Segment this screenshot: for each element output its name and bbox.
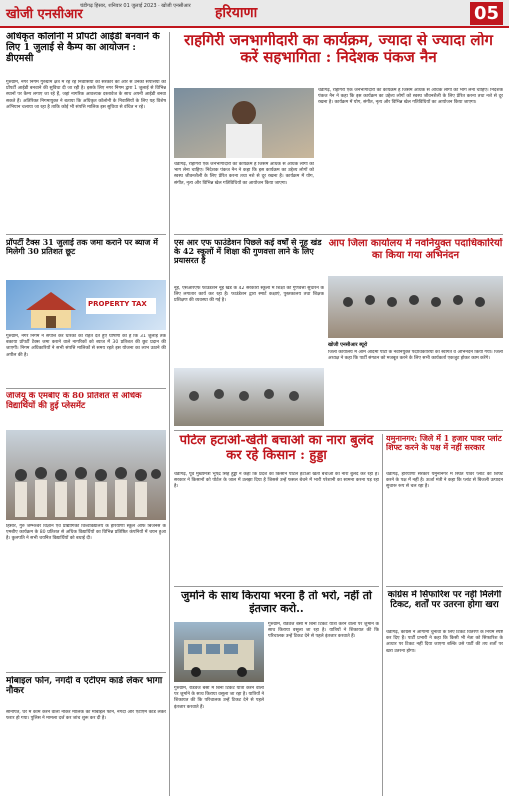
article-body: गुरुग्राम, रोडवेज बसों में बिना टिकट यात्रा करने वालों पर जुर्माने के साथ किराया वसूला जा रहा है। यात्रियों ने शिकायत की कि परिचालक उन्हें टिकट देने से पहले इंतजार करवाते हैं। xyxy=(268,622,379,640)
story-fare-fine xyxy=(174,590,379,796)
story-congress-ticket xyxy=(386,590,503,796)
story-portal-hatao xyxy=(174,434,379,584)
article-body-cont: गुरुग्राम, रोडवेज बसों में बिना टिकट यात्रा करने वालों पर जुर्माने के साथ किराया वसूला जा रहा है। यात्रियों ने शिकायत की कि परिचालक उन्हें टिकट देने से पहले इंतजार करवाते हैं। xyxy=(174,686,264,710)
property-tax-photo xyxy=(6,280,166,330)
story-property-id xyxy=(6,32,166,232)
property-tax-sign: PROPERTY TAX xyxy=(88,300,147,308)
story-srf-foundation xyxy=(174,238,324,428)
story-power-plant xyxy=(386,434,503,584)
headline: एस आर एफ फाउंडेशन पिछले कई वर्षों से नूह खंड के 42 स्कूलों में शिक्षा की गुणवत्ता लाने के लिए प्रयासरत है xyxy=(174,238,322,266)
rahgiri-photo xyxy=(174,88,314,158)
lead-headline: राहगिरी जनभागीदारी का कार्यक्रम, ज्यादा से ज्यादा लोग करें सहभागिता : निदेशक पंकज नैन xyxy=(184,32,493,67)
headline: मोबाइल फोन, नगदी व एटीएम कार्ड लेकर भागा नौकर xyxy=(6,676,163,697)
placement-group-photo xyxy=(6,430,166,520)
story-servant-theft xyxy=(6,676,166,796)
headline: जुर्माने के साथ किराया भरना है तो भरो, नहीं तो इंतजार करो.. xyxy=(181,590,372,615)
byline: खोजी एनसीआर ब्यूरो xyxy=(328,342,368,348)
masthead-meta: चंडीगढ़ हिसार, शनिवार 01 जुलाई 2023 · खोजी एनसीआर xyxy=(80,3,191,9)
headline: जीजेयू के एमबीए के 80 प्रतिशत से अधिक विद्यार्थियों की हुई प्लेसमेंट xyxy=(6,392,142,411)
headline: कांग्रेस में सिफारिश पर नहीं मिलेगी टिकट, शर्तों पर उतरना होगा खरा xyxy=(387,590,502,611)
story-aap-office xyxy=(328,238,503,428)
headline: अधिकृत कॉलोनी में प्रॉपर्टी आईडी बनवाने के लिए 1 जुलाई से कैम्प का आयोजन : डीएमसी xyxy=(6,32,160,64)
story-property-tax xyxy=(6,238,166,386)
article-body: हिसार, गुरु जम्भेश्वर विज्ञान एवं प्रौद्योगिकी विश्वविद्यालय के हरियाणा स्कूल ऑफ बिजनेस के एमबीए कार्यक्रम के 80 प्रतिशत से अधिक विद्यार्थियों का विभिन्न प्रतिष्ठित कंपनियों में चयन हुआ है। कुलपति ने सभी चयनित विद्यार्थियों को बधाई दी। xyxy=(6,524,166,542)
headline: आप जिला कार्यालय में नवनियुक्त पदाधिकारियों का किया गया अभिनंदन xyxy=(328,238,503,261)
paper-name: खोजी एनसीआर xyxy=(6,7,83,22)
headline: प्रॉपर्टी टैक्स 31 जुलाई तक जमा कराने पर ब्याज में मिलेगी 30 प्रतिशत छूट xyxy=(6,238,158,257)
story-gju-placement xyxy=(6,392,166,670)
article-body: जिला कार्यालय में आम आदमी पार्टी के नवनियुक्त पदाधिकारियों का स्वागत व अभिनंदन किया गया। जिला अध्यक्ष ने कहा कि पार्टी संगठन को मजबूत करने के लिए सभी कार्यकर्ता एकजुट होकर काम करेंगे। xyxy=(328,350,503,362)
masthead xyxy=(0,0,509,28)
bus-photo xyxy=(174,622,264,682)
article-body: नूंह, एसआरएफ फाउंडेशन नूह खंड के 42 सरकारी स्कूलों में शिक्षा की गुणवत्ता सुधारने के लिए लगातार कार्य कर रहा है। फाउंडेशन द्वारा स्मार्ट कक्षाएं, पुस्तकालय तथा शिक्षक प्रशिक्षण की व्यवस्था की गई है। xyxy=(174,286,324,304)
aap-photo xyxy=(328,276,503,338)
article-body: गुरुग्राम, नगर निगम ने संपत्ति कर धारकों को राहत देते हुए घोषणा की है कि 31 जुलाई तक बकाया प्रॉपर्टी टैक्स जमा कराने वाले नागरिकों को ब्याज में 30 प्रतिशत की छूट प्रदान की जाएगी। निगम अधिकारियों ने सभी संपत्ति मालिकों से समय रहते इस योजना का लाभ उठाने की अपील की है। xyxy=(6,334,166,358)
article-body: चंडीगढ़, हरियाणा सरकार यमुनानगर में स्थित पावर प्लांट को शिफ्ट करने के पक्ष में नहीं है। ऊर्जा मंत्री ने कहा कि प्लांट से बिजली उत्पादन सुचारू रूप से चल रहा है। xyxy=(386,472,503,490)
story-rahgiri xyxy=(174,32,503,232)
article-body: चंडीगढ़, पूर्व मुख्यमंत्री भूपेंद्र सिंह हुड्डा ने कहा कि प्रदेश का किसान पोर्टल हटाओ खेती बचाओ का नारा बुलंद कर रहा है। सरकार ने किसानों को पोर्टल के जाल में उलझा दिया है जिससे उन्हें फसल बेचने में भारी परेशानी का सामना करना पड़ रहा है। xyxy=(174,472,379,490)
headline: पोर्टल हटाओ-खेती बचाओ का नारा बुलंद कर रहे किसान : हुड्डा xyxy=(179,434,374,463)
article-body: सोनीपत, घर में काम करने वाला नौकर मालिक का मोबाइल फोन, नगदी और एटीएम कार्ड लेकर फरार हो गया। पुलिस ने मामला दर्ज कर जांच शुरू कर दी है। xyxy=(6,710,166,722)
headline: यमुनानगर: जिले में 1 हजार पावर प्लांट शिफ्ट करने के पक्ष में नहीं सरकार xyxy=(386,434,502,453)
section-title: हरियाणा xyxy=(215,5,258,21)
article-body: चंडीगढ़, राहगिरी एक जनभागीदारी का कार्यक्रम है जिसमें अधिक से अधिक लोगों को भाग लेना चाहिए। निदेशक पंकज नैन ने कहा कि इस कार्यक्रम का उद्देश्य लोगों को स्वस्थ जीवनशैली के लिए प्रेरित करना तथा नशे से दूर रखना है। कार्यक्रम में योग, संगीत, नृत्य और विभिन्न खेल गतिविधियों का आयोजन किया जाएगा। xyxy=(318,88,503,106)
article-body-cont: चंडीगढ़, राहगिरी एक जनभागीदारी का कार्यक्रम है जिसमें अधिक से अधिक लोगों को भाग लेना चाहिए। निदेशक पंकज नैन ने कहा कि इस कार्यक्रम का उद्देश्य लोगों को स्वस्थ जीवनशैली के लिए प्रेरित करना तथा नशे से दूर रखना है। कार्यक्रम में योग, संगीत, नृत्य और विभिन्न खेल गतिविधियों का आयोजन किया जाएगा। xyxy=(174,162,314,186)
srf-photo xyxy=(174,368,324,426)
article-body: गुरुग्राम, नगर निगम गुरुग्राम क्षेत्र में रह रहे निवासियों को सरकार की ओर से उनकी संपत्तियों की प्रॉपर्टी आईडी बनवाने की सुविधा दी जा रही है। इसके लिए नगर निगम द्वारा 1 जुलाई से विभिन्न स्थानों पर कैम्प लगाए जा रहे हैं, जहां नागरिक आवश्यक दस्तावेज के साथ अपनी आईडी बनवा सकते हैं। अतिरिक्त निगमायुक्त ने बताया कि अधिकृत कॉलोनी के निवासियों के लिए यह विशेष अभियान चलाया जा रहा है ताकि कोई भी संपत्ति मालिक इस सुविधा से वंचित न रहे। xyxy=(6,80,166,110)
article-body: चंडीगढ़, कांग्रेस ने आगामी चुनावों के लिए टिकट वितरण के नियम स्पष्ट कर दिए हैं। पार्टी प्रभारी ने कहा कि किसी भी नेता को सिफारिश के आधार पर टिकट नहीं दिया जाएगा बल्कि उसे पार्टी की तय शर्तों पर खरा उतरना होगा। xyxy=(386,630,503,654)
page-number: 05 xyxy=(470,2,503,25)
